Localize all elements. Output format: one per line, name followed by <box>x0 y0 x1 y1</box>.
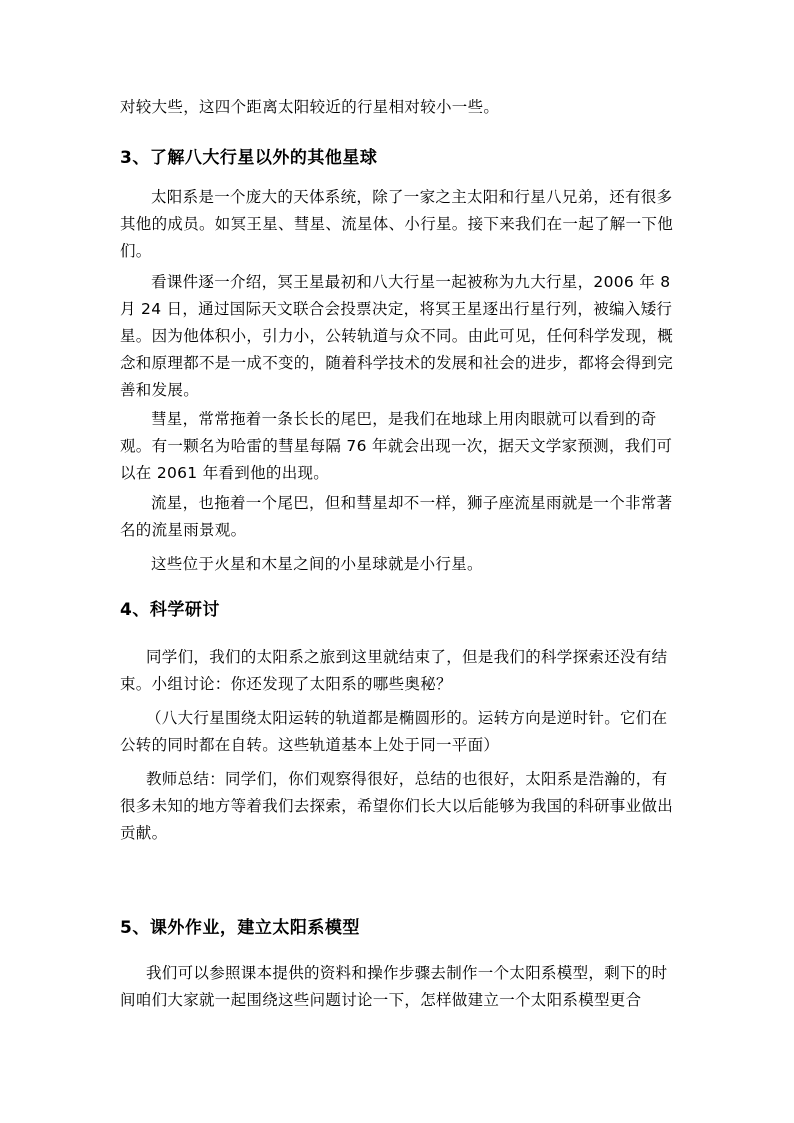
intro-line: 对较大些，这四个距离太阳较近的行星相对较小一些。 <box>120 98 500 116</box>
section-3-paragraph-3: 彗星，常常拖着一条长长的尾巴，是我们在地球上用肉眼就可以看到的奇观。有一颗名为哈雷的彗星每隔 76 年就会出现一次，据天文学家预测，我们可以在 2061 年看到他的出现。 <box>120 410 673 482</box>
section-3-heading: 3、了解八大行星以外的其他星球 <box>120 148 378 168</box>
section-5-paragraph-1: 我们可以参照课本提供的资料和操作步骤去制作一个太阳系模型，剩下的时间咱们大家就一起围绕这些问题讨论一下，怎样做建立一个太阳系模型更合 <box>120 964 668 1009</box>
section-3-paragraph-4: 流星，也拖着一个尾巴，但和彗星却不一样，狮子座流星雨就是一个非常著名的流星雨景观。 <box>120 494 673 539</box>
section-4-heading: 4、科学研讨 <box>120 600 220 620</box>
section-3-paragraph-1: 太阳系是一个庞大的天体系统，除了一家之主太阳和行星八兄弟，还有很多其他的成员。如冥王星、彗星、流星体、小行星。接下来我们在一起了解一下他们。 <box>120 188 674 260</box>
section-4-paragraph-3: 教师总结：同学们，你们观察得很好，总结的也很好，太阳系是浩瀚的，有很多未知的地方等着我们去探索，希望你们长大以后能够为我国的科研事业做出贡献。 <box>120 770 674 842</box>
section-4-paragraph-1: 同学们，我们的太阳系之旅到这里就结束了，但是我们的科学探索还没有结束。小组讨论：你还发现了太阳系的哪些奥秘？ <box>120 648 668 693</box>
section-4-paragraph-2: （八大行星围绕太阳运转的轨道都是椭圆形的。运转方向是逆时针。它们在公转的同时都在自转。这些轨道基本上处于同一平面） <box>120 709 668 754</box>
section-3-paragraph-2: 看课件逐一介绍，冥王星最初和八大行星一起被称为九大行星，2006 年 8 月 24 日，通过国际天文联合会投票决定，将冥王星逐出行星行列，被编入矮行星。因为他体积小，引力小，公转轨道与众不同。由此可见，任何科学发现，概念和原理都不是一成不变的，随着科学技术的发展和社会的进步，都将会得到完善和发展。 <box>120 273 674 399</box>
section-3-paragraph-5: 这些位于火星和木星之间的小星球就是小行星。 <box>151 555 483 573</box>
section-5-heading: 5、课外作业，建立太阳系模型 <box>120 918 360 938</box>
